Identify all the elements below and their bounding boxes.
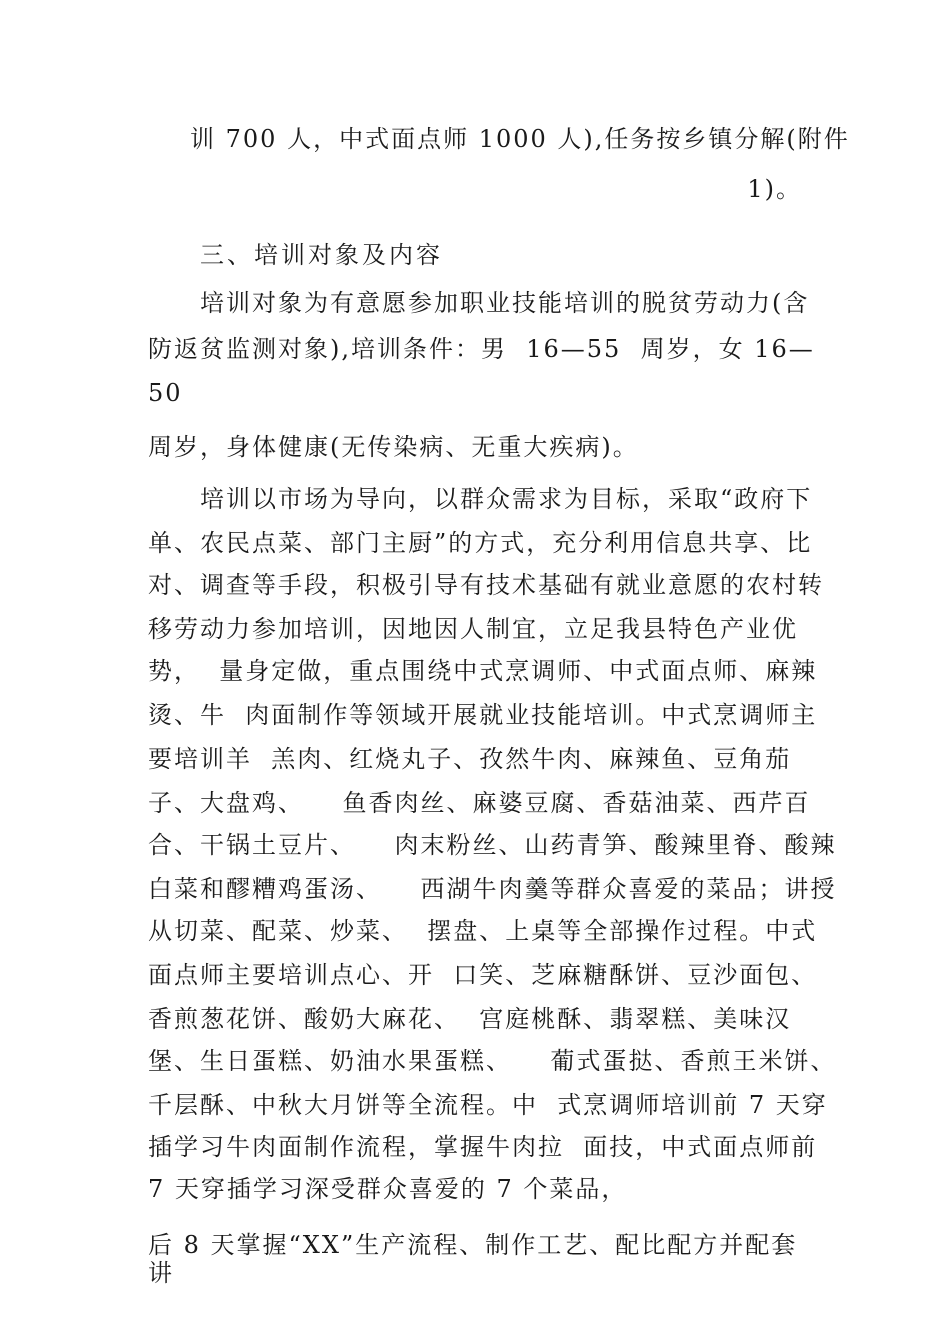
text-line: 合、干锅土豆片、 肉末粉丝、山药青笋、酸辣里脊、酸辣 bbox=[148, 831, 837, 859]
text-line: 对、调查等手段，积极引导有技术基础有就业意愿的农村转 bbox=[148, 571, 824, 599]
text-line: 周岁，身体健康(无传染病、无重大疾病)。 bbox=[148, 433, 639, 461]
text-line: 从切菜、配菜、炒菜、 摆盘、上桌等全部操作过程。中式 bbox=[148, 917, 818, 945]
text-line: 子、大盘鸡、 鱼香肉丝、麻婆豆腐、香菇油菜、西芹百 bbox=[148, 789, 811, 817]
text-line: 堡、生日蛋糕、奶油水果蛋糕、 葡式蛋挞、香煎王米饼、 bbox=[148, 1047, 837, 1075]
text-line: 50 bbox=[148, 379, 183, 407]
text-line: 插学习牛肉面制作流程，掌握牛肉拉 面技，中式面点师前 bbox=[148, 1133, 818, 1161]
text-line: 面点师主要培训点心、开 口笑、芝麻糖酥饼、豆沙面包、 bbox=[148, 961, 818, 989]
text-line: 移劳动力参加培训，因地因人制宜，立足我县特色产业优 bbox=[148, 615, 798, 643]
text-line: 要培训羊 羔肉、红烧丸子、孜然牛肉、麻辣鱼、豆角茄 bbox=[148, 745, 792, 773]
text-line: 培训以市场为导向，以群众需求为目标，采取“政府下 bbox=[200, 485, 813, 513]
text-line: 千层酥、中秋大月饼等全流程。中 式烹调师培训前 7 天穿 bbox=[148, 1091, 828, 1119]
text-line: 白菜和醪糟鸡蛋汤、 西湖牛肉羹等群众喜爱的菜品；讲授 bbox=[148, 875, 837, 903]
section-heading: 三、培训对象及内容 bbox=[200, 241, 443, 269]
text-line: 势， 量身定做，重点围绕中式烹调师、中式面点师、麻辣 bbox=[148, 657, 818, 685]
text-line: 单、农民点菜、部门主厨”的方式，充分利用信息共享、比 bbox=[148, 529, 813, 557]
text-line: 讲 bbox=[148, 1259, 174, 1287]
text-line: 训 700 人，中式面点师 1000 人),任务按乡镇分解(附件 bbox=[190, 125, 850, 153]
text-line: 防返贫监测对象),培训条件：男 16—55 周岁，女 16— bbox=[148, 335, 815, 363]
text-line: 后 8 天掌握“XX”生产流程、制作工艺、配比配方并配套 bbox=[148, 1231, 798, 1259]
text-line: 培训对象为有意愿参加职业技能培训的脱贫劳动力(含 bbox=[200, 289, 810, 317]
text-line: 7 天穿插学习深受群众喜爱的 7 个菜品， bbox=[148, 1175, 628, 1203]
text-line: 香煎葱花饼、酸奶大麻花、 宫庭桃酥、翡翠糕、美味汉 bbox=[148, 1005, 792, 1033]
text-line: 烫、牛 肉面制作等领域开展就业技能培训。中式烹调师主 bbox=[148, 701, 818, 729]
text-line: 1)。 bbox=[747, 175, 802, 203]
